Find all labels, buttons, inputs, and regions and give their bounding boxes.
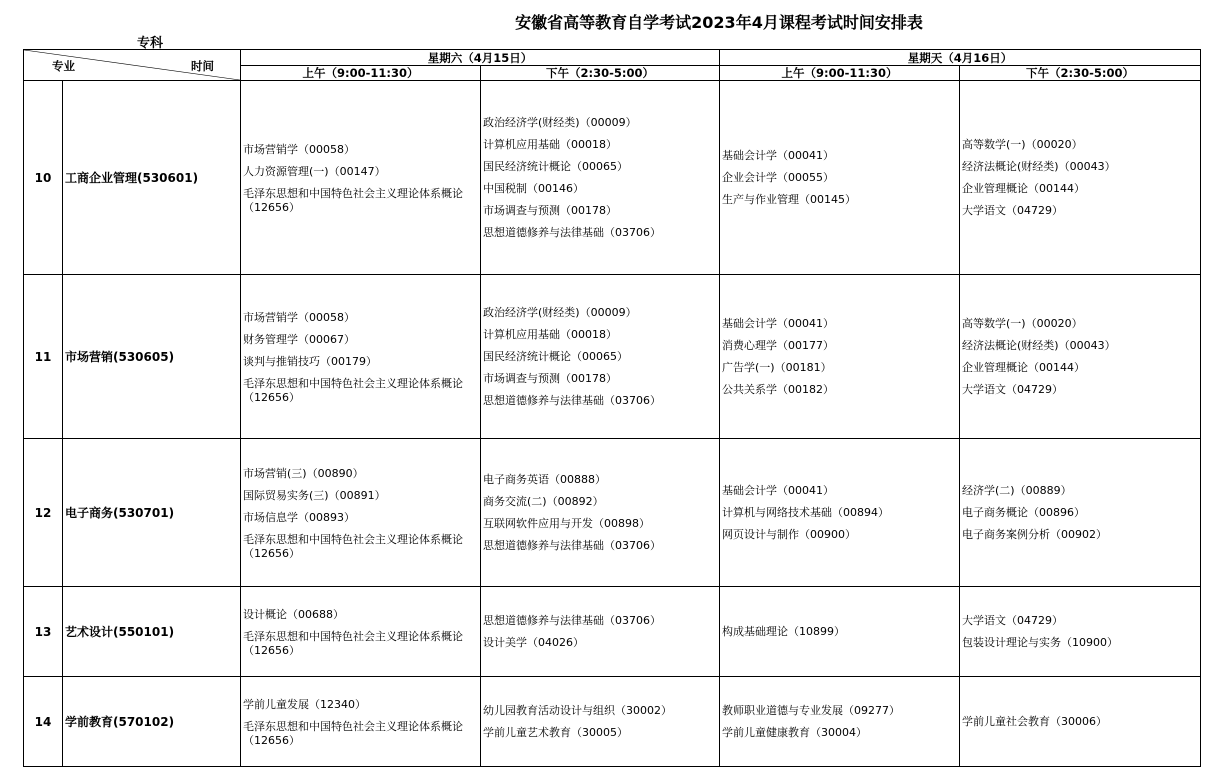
course-item: 生产与作业管理（00145） — [722, 192, 857, 206]
header-sat-pm: 下午（2:30-5:00） — [481, 66, 720, 81]
course-item: 政治经济学(财经类)（00009） — [483, 115, 637, 129]
course-item: 电子商务概论（00896） — [962, 505, 1086, 519]
course-item: 计算机与网络技术基础（00894） — [722, 505, 890, 519]
course-cell-sun-pm — [960, 439, 1201, 587]
course-item: 人力资源管理(一)（00147） — [243, 164, 386, 178]
course-item: 学前儿童发展（12340） — [243, 697, 366, 711]
course-item: 企业管理概论（00144） — [962, 360, 1086, 374]
course-cell-sun-pm — [960, 275, 1201, 439]
course-item: 高等数学(一)（00020） — [962, 137, 1083, 151]
row-number: 11 — [24, 275, 63, 439]
row-number: 13 — [24, 587, 63, 677]
course-item: 中国税制（00146） — [483, 181, 584, 195]
course-item: 企业管理概论（00144） — [962, 181, 1086, 195]
course-item: 消费心理学（00177） — [722, 338, 835, 352]
course-item: 广告学(一)（00181） — [722, 360, 832, 374]
course-item: 财务管理学（00067） — [243, 332, 355, 346]
course-item: 基础会计学（00041） — [722, 148, 835, 162]
course-item: 经济学(二)（00889） — [962, 483, 1072, 497]
course-item: 毛泽东思想和中国特色社会主义理论体系概论（12656） — [243, 532, 463, 560]
course-item: 毛泽东思想和中国特色社会主义理论体系概论（12656） — [243, 719, 463, 747]
table-row — [24, 275, 1201, 439]
major-name: 艺术设计(550101) — [63, 587, 241, 677]
course-cell-sun-pm — [960, 587, 1201, 677]
course-item: 计算机应用基础（00018） — [483, 327, 617, 341]
table-row — [24, 677, 1201, 767]
course-cell-sat-pm — [481, 587, 720, 677]
header-sat-am: 上午（9:00-11:30） — [241, 66, 481, 81]
course-cell-sat-am — [241, 587, 481, 677]
course-item: 市场信息学（00893） — [243, 510, 355, 524]
course-item: 学前儿童健康教育（30004） — [722, 725, 868, 739]
course-cell-sun-am — [720, 677, 960, 767]
row-number: 10 — [24, 81, 63, 275]
header-sun-pm: 下午（2:30-5:00） — [960, 66, 1201, 81]
course-cell-sat-am — [241, 677, 481, 767]
course-item: 经济法概论(财经类)（00043） — [962, 338, 1116, 352]
course-item: 国际贸易实务(三)（00891） — [243, 488, 386, 502]
course-item: 思想道德修养与法律基础（03706） — [483, 225, 661, 239]
course-item: 设计美学（04026） — [483, 635, 584, 649]
course-item: 市场营销学（00058） — [243, 142, 355, 156]
course-item: 网页设计与制作（00900） — [722, 527, 857, 541]
course-item: 学前儿童艺术教育（30005） — [483, 725, 628, 739]
header-day-sun: 星期天（4月16日） — [720, 50, 1201, 66]
course-item: 谈判与推销技巧（00179） — [243, 354, 377, 368]
course-item: 大学语文（04729） — [962, 382, 1064, 396]
course-item: 学前儿童社会教育（30006） — [962, 714, 1108, 728]
major-name: 市场营销(530605) — [63, 275, 241, 439]
course-item: 大学语文（04729） — [962, 203, 1064, 217]
header-day-sat: 星期六（4月15日） — [241, 50, 720, 66]
course-item: 幼儿园教育活动设计与组织（30002） — [483, 703, 672, 717]
header-time: 时间 — [191, 59, 214, 73]
page-title: 安徽省高等教育自学考试2023年4月课程考试时间安排表 — [515, 13, 923, 32]
course-item: 高等数学(一)（00020） — [962, 316, 1083, 330]
course-item: 思想道德修养与法律基础（03706） — [483, 393, 661, 407]
header-sun-am: 上午（9:00-11:30） — [720, 66, 960, 81]
course-item: 基础会计学（00041） — [722, 483, 835, 497]
header-major: 专业 — [52, 59, 75, 73]
course-item: 构成基础理论（10899） — [722, 624, 846, 638]
course-item: 公共关系学（00182） — [722, 382, 835, 396]
course-cell-sat-am — [241, 275, 481, 439]
course-item: 经济法概论(财经类)（00043） — [962, 159, 1116, 173]
schedule-table — [23, 49, 1201, 767]
major-name: 学前教育(570102) — [63, 677, 241, 767]
table-row — [24, 81, 1201, 275]
course-cell-sat-pm — [481, 439, 720, 587]
course-item: 市场营销(三)（00890） — [243, 466, 364, 480]
course-item: 教师职业道德与专业发展（09277） — [722, 703, 901, 717]
course-item: 电子商务英语（00888） — [483, 472, 606, 486]
course-item: 毛泽东思想和中国特色社会主义理论体系概论（12656） — [243, 376, 463, 404]
course-cell-sat-pm — [481, 275, 720, 439]
course-cell-sat-pm — [481, 677, 720, 767]
course-item: 基础会计学（00041） — [722, 316, 835, 330]
course-item: 国民经济统计概论（00065） — [483, 159, 628, 173]
course-item: 思想道德修养与法律基础（03706） — [483, 613, 661, 627]
course-cell-sun-am — [720, 439, 960, 587]
course-item: 企业会计学（00055） — [722, 170, 835, 184]
major-name: 电子商务(530701) — [63, 439, 241, 587]
course-item: 计算机应用基础（00018） — [483, 137, 617, 151]
header-corner — [24, 50, 241, 81]
course-item: 思想道德修养与法律基础（03706） — [483, 538, 661, 552]
course-cell-sat-am — [241, 439, 481, 587]
major-name: 工商企业管理(530601) — [63, 81, 241, 275]
table-row — [24, 587, 1201, 677]
course-cell-sun-am — [720, 275, 960, 439]
course-cell-sun-pm — [960, 81, 1201, 275]
course-item: 毛泽东思想和中国特色社会主义理论体系概论（12656） — [243, 629, 463, 657]
course-item: 政治经济学(财经类)（00009） — [483, 305, 637, 319]
course-item: 大学语文（04729） — [962, 613, 1064, 627]
course-item: 市场调查与预测（00178） — [483, 371, 617, 385]
course-item: 市场调查与预测（00178） — [483, 203, 617, 217]
course-item: 商务交流(二)（00892） — [483, 494, 604, 508]
course-item: 设计概论（00688） — [243, 607, 344, 621]
row-number: 12 — [24, 439, 63, 587]
level-label: 专科 — [137, 36, 164, 51]
course-item: 国民经济统计概论（00065） — [483, 349, 628, 363]
course-item: 电子商务案例分析（00902） — [962, 527, 1108, 541]
course-item: 包装设计理论与实务（10900） — [962, 635, 1119, 649]
course-cell-sat-pm — [481, 81, 720, 275]
row-number: 14 — [24, 677, 63, 767]
course-cell-sun-pm — [960, 677, 1201, 767]
course-cell-sun-am — [720, 81, 960, 275]
table-row — [24, 439, 1201, 587]
course-item: 毛泽东思想和中国特色社会主义理论体系概论（12656） — [243, 186, 463, 214]
course-item: 市场营销学（00058） — [243, 310, 355, 324]
course-item: 互联网软件应用与开发（00898） — [483, 516, 650, 530]
course-cell-sat-am — [241, 81, 481, 275]
course-cell-sun-am — [720, 587, 960, 677]
